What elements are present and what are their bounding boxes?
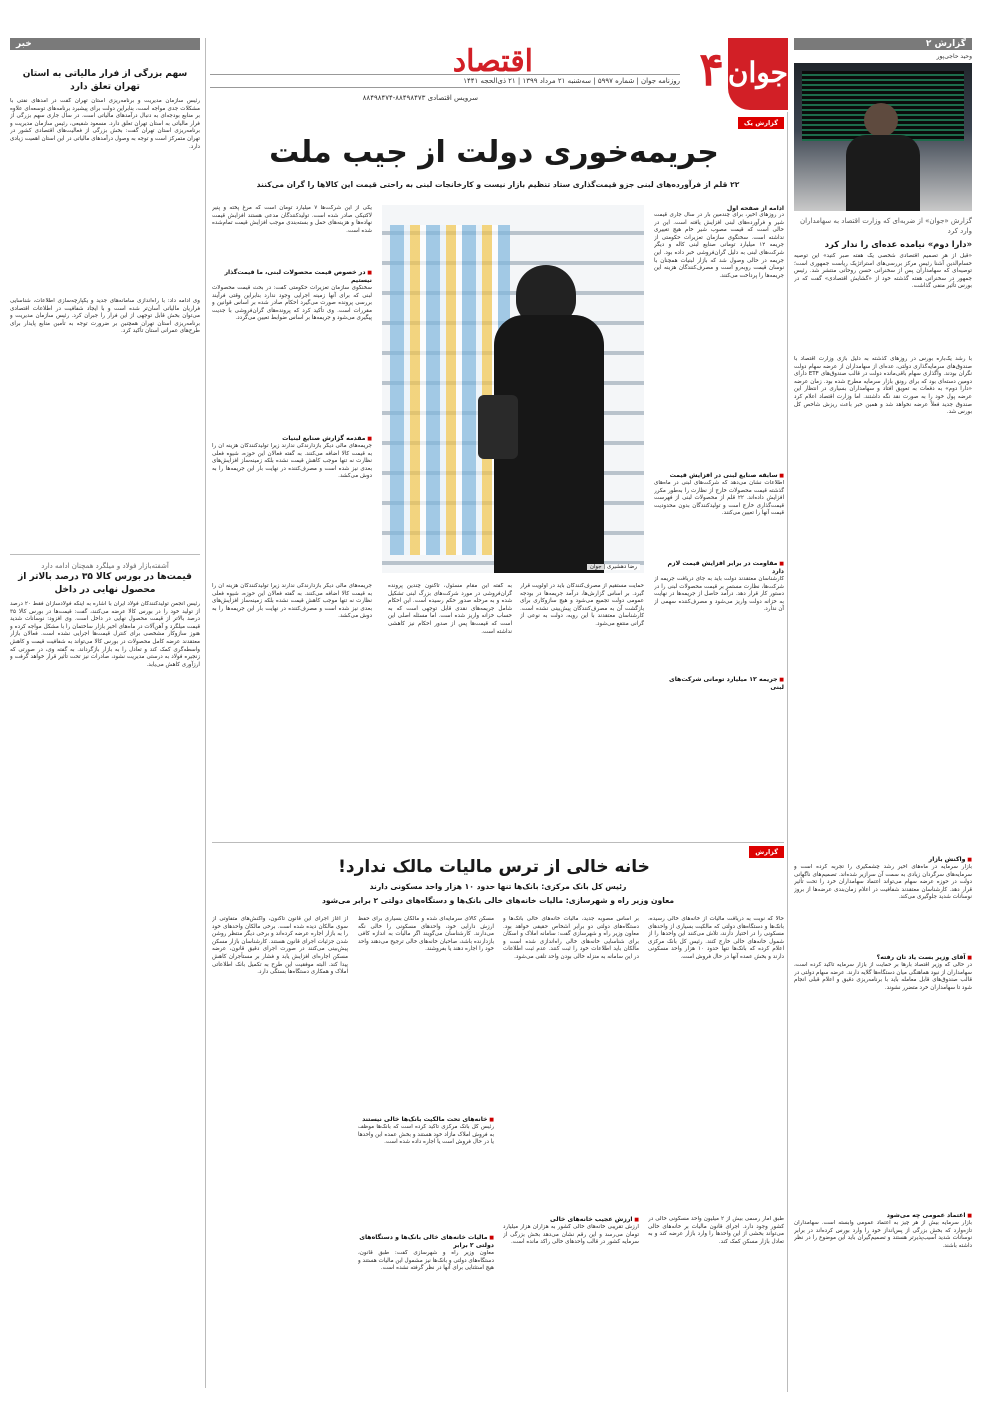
story-column — [648, 916, 784, 1386]
body-text: حمایت مستقیم از مصرف‌کنندگان باید در اولویت قرار گیرد. بر اساس گزارش‌ها، درآمد جریمه‌ها در بودجه عمومی دولت تجمیع می‌شود و هیچ سازوکاری برای بازگشت آن به مصرف‌کنندگان پیش‌بینی نشده است. کارشناسان معتقدند با این رویه، دولت به نوعی از گرانی منتفع می‌شود. — [520, 583, 644, 627]
body-text: از آغاز اجرای این قانون تاکنون، واکنش‌های متفاوتی از سوی مالکان دیده شده است. برخی مالکان واحدهای خود را به بازار اجاره عرضه کرده‌اند و برخی دیگر منتظر روشن شدن جزئیات اجرای قانون هستند. کارشناسان بازار مسکن پیش‌بینی می‌کنند در صورت اجرای دقیق قانون، عرضه مسکن اجاره‌ای افزایش یابد و فشار بر مستأجران کاهش پیدا کند. البته موفقیت این طرح به تکمیل بانک اطلاعاتی املاک و همکاری دستگاه‌ها بستگی دارد. — [212, 916, 348, 976]
paper-logo: جوان — [728, 38, 788, 110]
body-text: بازار سرمایه بیش از هر چیز به اعتماد عمومی وابسته است. سهامداران تازه‌وارد که بخش بزرگی از پس‌انداز خود را وارد بورس کرده‌اند در برابر نوسانات شدید آسیب‌پذیرتر هستند و تصمیم‌گیران باید این موضوع را در نظر داشته باشند. — [794, 1220, 972, 1249]
body-text: سخنگوی سازمان تعزیرات حکومتی گفت: در بحث قیمت محصولات لبنی که برای آنها زمینه اجرایی وجود ندارد بنابراین وقتی فرآیند بررسی پرونده صورت می‌گیرد احکام صادر شده بر اساس قوانین و مقررات است. وی تأکید کرد که پرونده‌های گران‌فروشی با جدیت پیگیری می‌شود و جریمه‌ها بر اساس ضوابط تعیین می‌گردد. — [212, 285, 372, 322]
subhead: ■ آقای وزیر بست یاد تان رفته؟ — [794, 954, 972, 962]
body-text: اطلاعات نشان می‌دهد که شرکت‌های لبنی در ماه‌های گذشته قیمت محصولات خارج از نظارت را به‌طور مکرر افزایش داده‌اند. ۲۲ قلم از محصولات لبنی از فهرست قیمت‌گذاری خارج است و تولیدکنندگان بدون محدودیت قیمت آنها را تعیین می‌کنند. — [654, 480, 784, 517]
subhead: ■ مقدمه گزارش صنایع لبنیات — [212, 435, 372, 443]
author: وحید حاجی‌پور — [936, 53, 972, 60]
byline: ادامه از صفحه اول — [726, 205, 784, 212]
headline: «دارا دوم» نیامده عده‌ای را ندار کرد — [824, 239, 972, 249]
left-column — [10, 38, 200, 1388]
story-column — [212, 205, 372, 575]
headline: سهم بزرگی از فرار مالیاتی به استان تهران تعلق دارد — [22, 69, 188, 92]
kicker: آشفته‌بازار فولاد و میلگرد همچنان ادامه دارد — [41, 562, 169, 570]
page-number: ۴ — [699, 42, 724, 96]
subhead: ■ جریمه ۱۲ میلیارد تومانی شرکت‌های لبنی — [654, 676, 784, 692]
subhead: ■ اعتماد عمومی چه می‌شود — [794, 1212, 972, 1220]
subhead: ■ سابقه صنایع لبنی در افزایش قیمت — [654, 472, 784, 480]
body-text: بازار سرمایه در ماه‌های اخیر رشد چشمگیری را تجربه کرده است و سرمایه‌های سرگردان زیادی به سمت آن سرازیر شده‌اند. تصمیم‌های ناگهانی دولت در حوزه عرضه سهام می‌تواند اعتماد سهامداران خرد را تحت تأثیر قرار دهد. کارشناسان معتقدند شفافیت در اعلام زمان‌بندی عرضه‌ها از بروز نوسانات شدید جلوگیری می‌کند. — [794, 864, 972, 901]
kicker: گزارش «جوان» از ضربه‌ای که وزارت اقتصاد به سهامداران وارد کرد — [800, 217, 972, 235]
main-story — [212, 115, 784, 840]
subhead: ■ واکنش بازار — [794, 856, 972, 864]
body-text: کارشناسان معتقدند دولت باید به جای دریافت جریمه از شرکت‌ها، نظارت مستمر بر قیمت محصولات لبنی را در دستور کار قرار دهد. درآمد حاصل از جریمه‌ها در نهایت به خزانه دولت واریز می‌شود و مصرف‌کننده سهمی از آن ندارد. — [654, 576, 784, 613]
body-text: به گفته این مقام مسئول، تاکنون چندین پرونده گران‌فروشی در مورد شرکت‌های بزرگ لبنی تشکیل شده و به مرحله صدور حکم رسیده است. این احکام شامل جریمه‌های نقدی قابل توجهی است که به حساب خزانه واریز شده است. اما مسئله اصلی این است که قیمت‌ها پس از صدور احکام نیز کاهشی نداشته است. — [388, 583, 512, 635]
photo-credit: رضا دهشیری | جوان — [587, 564, 640, 570]
story-column — [212, 916, 348, 1386]
body-text: بر اساس مصوبه جدید، مالیات خانه‌های خالی بانک‌ها و دستگاه‌های دولتی دو برابر اشخاص حقیقی خواهد بود. معاون وزیر راه و شهرسازی گفت: سامانه املاک و اسکان برای شناسایی خانه‌های خالی راه‌اندازی شده است و مالکان باید اطلاعات خود را ثبت کنند. عدم ثبت اطلاعات در این سامانه به منزله خالی بودن واحد تلقی می‌شود. — [503, 916, 639, 960]
section-title: اقتصاد — [452, 44, 533, 79]
body-text: رئیس سازمان مدیریت و برنامه‌ریزی استان تهران گفت در آمدهای نفتی با مشکلات جدی مواجه است، بنابراین دولت برای پیشبرد برنامه‌های توسعه‌ای علاوه بر منابع بودجه‌ای به دنبال درآمدهای مالیاتی است. در سال جاری سهم بزرگی از فرار مالیاتی به استان تهران تعلق دارد. مسعود شفیعی، رئیس سازمان مدیریت و برنامه‌ریزی استان تهران گفت: بخش بزرگی از فعالیت‌های اقتصادی کشور در تهران متمرکز است و توجه به وصول درآمدهای مالیاتی در این استان اهمیت زیادی دارد. — [10, 98, 200, 150]
section-header: خبر — [10, 38, 200, 50]
body-text: رئیس کل بانک مرکزی تأکید کرده است که بانک‌ها موظف به فروش املاک مازاد خود هستند و بخش عمده این واحدها یا در حال فروش است یا اجاره داده شده است. — [358, 1124, 494, 1146]
subhead: ■ ارزش عجیب خانه‌های خالی — [503, 1216, 639, 1224]
headline: قیمت‌ها در بورس کالا ۳۵ درصد بالاتر از محصول نهایی در داخل — [18, 572, 192, 595]
deck-2: معاون وزیر راه و شهرسازی: مالیات خانه‌های خالی بانک‌ها و دستگاه‌های دولتی ۲ برابر می‌شود — [321, 896, 675, 905]
subhead: ■ در خصوص قیمت محصولات لبنی، ما قیمت‌گذار نیستیم — [212, 269, 372, 285]
section-header: گزارش ۲ — [794, 38, 972, 50]
lead: ۲۲ قلم از فرآورده‌های لبنی جزو قیمت‌گذاری ستاد تنظیم بازار نیست و کارخانجات لبنی به راحتی قیمت این کالاها را گران می‌کنند — [256, 180, 740, 189]
main-headline: جریمه‌خوری دولت از جیب ملت — [269, 135, 719, 170]
body-text: معاون وزیر راه و شهرسازی گفت: طبق قانون، دستگاه‌های دولتی و بانک‌ها نیز مشمول این مالیات هستند و هیچ استثنایی برای آنها در نظر گرفته نشده است. — [358, 1250, 494, 1272]
stock-board-photo — [794, 63, 972, 211]
body-text: یکی از این شرکت‌ها ۷ میلیارد تومان است که مرغ پخته و پنیر لاکتیکی صادر شده است. تولیدکنندگان مدعی هستند افزایش قیمت نهاده‌ها و هزینه‌های حمل و بسته‌بندی موجب افزایش قیمت تمام‌شده شده است. — [212, 205, 372, 234]
supermarket-photo — [382, 205, 644, 573]
story-column — [654, 205, 784, 755]
subhead: ■ مالیات خانه‌های خالی بانک‌ها و دستگاه‌های دولتی ۲ برابر — [358, 1234, 494, 1250]
bottom-headline: خانه خالی از ترس مالیات مالک ندارد! — [338, 857, 650, 877]
body-text: ارزش تقریبی خانه‌های خالی کشور به هزاران هزار میلیارد تومان می‌رسد و این رقم نشان می‌دهد بخش بزرگی از سرمایه کشور در قالب واحدهای خالی راکد مانده است. — [503, 1224, 639, 1246]
subhead: ■ مقاومت در برابر افزایش قیمت لازم دارد — [654, 560, 784, 576]
body-text: حالا که نوبت به دریافت مالیات از خانه‌های خالی رسیده، بانک‌ها و دستگاه‌های دولتی که مالکیت بسیاری از واحدهای مسکونی را در اختیار دارند، تلاش می‌کنند این واحدها را از شمول خانه‌های خالی خارج کنند. رئیس کل بانک مرکزی اعلام کرده که بانک‌ها تنها حدود ۱۰ هزار واحد مسکونی دارند و بخش عمده آنها در حال فروش است. — [648, 916, 784, 960]
service-line: سرویس اقتصادی ۸۸۴۹۸۴۷۳-۸۸۴۹۸۴۷۴ — [362, 94, 478, 102]
body-text: طبق آمار رسمی بیش از ۲ میلیون واحد مسکونی خالی در کشور وجود دارد. اجرای قانون مالیات بر خانه‌های خالی می‌تواند بخشی از این واحدها را وارد بازار عرضه کند و به تعادل بازار مسکن کمک کند. — [648, 1216, 784, 1245]
masthead — [210, 38, 788, 113]
body-text: جریمه‌های مالی دیگر بازدارندگی ندارند زیرا تولیدکنندگان هزینه آن را به قیمت کالا اضافه می‌کنند. به گفته فعالان این حوزه، شیوه فعلی نظارت نه تنها موجب کاهش قیمت نشده بلکه زمینه‌ساز افزایش‌های بعدی نیز شده است و مصرف‌کننده در نهایت بار این جریمه‌ها را به دوش می‌کشد. — [212, 443, 372, 480]
right-column — [794, 38, 972, 1388]
body-text: رئیس انجمن تولیدکنندگان فولاد ایران با اشاره به اینکه فولادسازان فقط ۲۰ درصد از تولید خود را در بورس کالا عرضه می‌کنند، گفت: قیمت‌ها در بورس کالا ۳۵ درصد بالاتر از قیمت محصول نهایی در داخل است. وی افزود: نوسانات شدید قیمت میلگرد و آهن‌آلات در ماه‌های اخیر بازار ساختمان را با مشکل مواجه کرده و هنوز سازوکار مشخصی برای کنترل قیمت‌ها اجرایی نشده است. فعالان بازار معتقدند عرضه کامل محصولات در بورس کالا می‌تواند به شفافیت قیمت و کاهش واسطه‌گری کمک کند و تعادل را به بازار بازگرداند. به گفته وی، در صورتی که زنجیره فولاد به درستی مدیریت نشود، صادرات نیز تحت تأثیر قرار خواهد گرفت و ارزآوری کاهش می‌یابد. — [10, 601, 200, 668]
intro-text: «قبل از هر تصمیم اقتصادی شخصی یک هفته صبر کنید» این توصیه حسام‌الدین آشنا رئیس مرکز بررسی‌های استراتژیک ریاست جمهوری است؛ توصیه‌ای که سهامداران پس از سخنرانی حسن روحانی منتشر شد. رئیس جمهور در سخنرانی هفته گذشته خود از «گشایش اقتصادی» گفت که در بورس تأثیر منفی گذاشت. — [794, 253, 972, 290]
story-tag: گزارش یک — [738, 117, 784, 129]
bottom-story — [212, 846, 784, 1391]
story-column — [358, 916, 494, 1386]
subhead: ■ خانه‌های تحت مالکیت بانک‌ها خالی نیستند — [358, 1116, 494, 1124]
body-text: جریمه‌های مالی دیگر بازدارندگی ندارند زیرا تولیدکنندگان هزینه آن را به قیمت کالا اضافه می‌کنند. به گفته فعالان این حوزه، شیوه فعلی نظارت نه تنها موجب کاهش قیمت نشده بلکه زمینه‌ساز افزایش‌های بعدی نیز شده است و مصرف‌کننده در نهایت بار این جریمه‌ها را به دوش می‌کشد. — [212, 583, 372, 620]
deck-1: رئیس کل بانک مرکزی: بانک‌ها تنها حدود ۱۰ هزار واحد مسکونی دارند — [369, 882, 627, 891]
body-text: مسکن کالای سرمایه‌ای شده و مالکان بسیاری برای حفظ ارزش دارایی خود، واحدهای مسکونی را خالی نگه می‌دارند. کارشناسان می‌گویند اگر مالیات به اندازه کافی بازدارنده باشد، صاحبان خانه‌های خالی ترجیح می‌دهند واحد خود را اجاره دهند یا بفروشند. — [358, 916, 494, 953]
body-text: در روزهای اخیر، برای چندمین بار در سال جاری قیمت شیر و فرآورده‌های لبنی افزایش یافته است. این در حالی است که قیمت مصوب شیر خام هیچ تغییری نداشته است. سخنگوی سازمان تعزیرات حکومتی از جریمه ۱۲ میلیارد تومانی صنایع لبنی کاله و دیگر شرکت‌های لبنی به دلیل گران‌فروشی خبر داده بود. این جریمه در حالی وصول شد که بازار لبنیات همچنان با نوسان قیمت روبه‌رو است و مصرف‌کنندگان هزینه این جریمه‌ها را پرداخت می‌کنند. — [654, 212, 784, 279]
issue-line: روزنامه جوان | شماره ۵۹۹۷ | سه‌شنبه ۲۱ مرداد ۱۳۹۹ | ۲۱ ذی‌الحجه ۱۴۴۱ — [210, 74, 680, 88]
body-text: با رشد یک‌باره بورس در روزهای گذشته به دلیل بازی وزارت اقتصاد با صندوق‌های سرمایه‌گذاری دولتی، عده‌ای از سهامداران از عرضه سهام دولت نگران بودند. واگذاری سهام باقی‌مانده دولت در قالب صندوق‌های ETF دارای دومین دسته‌ای بود که برای رونق بازار سرمایه مطرح شده بود. زمان عرضه «دارا دوم» به دفعات به تعویق افتاد و سهامداران بسیاری در انتظار این عرضه پول خود را به صورت نقد نگه داشتند. اما وزارت اقتصاد اعلام کرد صندوق جدید فعلاً عرضه نخواهد شد و همین خبر باعث ریزش شاخص کل بورس شد. — [794, 356, 972, 416]
story-column — [503, 916, 639, 1386]
body-text: وی ادامه داد: با راه‌اندازی سامانه‌های جدید و یکپارچه‌سازی اطلاعات، شناسایی فراریان مالیاتی آسان‌تر شده است و با ایجاد شفافیت در اطلاعات اقتصادی می‌توان بخش قابل توجهی از این فرار را جبران کرد. رئیس سازمان مدیریت و برنامه‌ریزی استان تهران همچنین بر ضرورت توجه به تأمین منابع پایدار برای طرح‌های عمرانی استان تأکید کرد. — [10, 298, 200, 335]
story-tag: گزارش — [749, 846, 784, 858]
body-text: در حالی که وزیر اقتصاد بارها بر حمایت از بازار سرمایه تأکید کرده است، سهامداران از نبود هماهنگی میان دستگاه‌ها گلایه دارند. عرضه سهام دولتی در قالب صندوق‌های قابل معامله باید با برنامه‌ریزی دقیق و اعلام قبلی انجام شود تا سهامداران خرد متضرر نشوند. — [794, 962, 972, 991]
